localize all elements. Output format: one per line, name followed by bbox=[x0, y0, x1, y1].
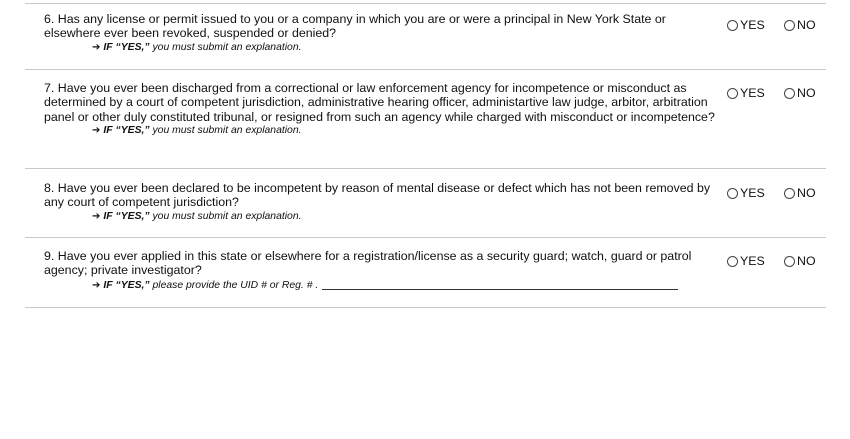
note-text: please provide the UID # or Reg. # . bbox=[152, 279, 319, 291]
radio-button[interactable] bbox=[784, 256, 795, 267]
yes-label: YES bbox=[740, 86, 765, 100]
arrow-right-icon: ➔ bbox=[92, 125, 101, 137]
question-6-yes-option[interactable] bbox=[727, 18, 765, 32]
question-8-text: 8. Have you ever been declared to be incompetent by reason of mental disease or defect which has not been removed by any court of competent jurisdiction? bbox=[44, 181, 711, 210]
question-6-note bbox=[44, 42, 716, 54]
question-9-yes-option[interactable] bbox=[727, 254, 765, 268]
note-text: you must submit an explanation. bbox=[152, 125, 302, 137]
question-7-no-option[interactable] bbox=[784, 86, 816, 100]
note-text: you must submit an explanation. bbox=[152, 210, 302, 222]
radio-button[interactable] bbox=[784, 88, 795, 99]
question-8-no-option[interactable] bbox=[784, 186, 816, 200]
question-6-text: 6. Has any license or permit issued to you or a company in which you are or were a principal in New York State or elsewhere ever been revoked, suspended or denied? bbox=[44, 12, 666, 41]
no-label: NO bbox=[797, 254, 816, 268]
question-9-text: 9. Have you ever applied in this state or elsewhere for a registration/license as a security guard; watch, guard or patrol agency; private investigator? bbox=[44, 249, 692, 278]
question-7 bbox=[44, 81, 716, 137]
radio-button[interactable] bbox=[727, 256, 738, 267]
question-6 bbox=[44, 12, 716, 54]
question-7-choices bbox=[727, 86, 827, 102]
divider-bottom bbox=[25, 307, 826, 308]
question-9-no-option[interactable] bbox=[784, 254, 816, 268]
divider bbox=[25, 69, 826, 70]
note-lead: IF “YES,” bbox=[103, 279, 150, 291]
question-9 bbox=[44, 249, 716, 292]
divider-top bbox=[25, 3, 826, 4]
question-6-no-option[interactable] bbox=[784, 18, 816, 32]
yes-label: YES bbox=[740, 186, 765, 200]
radio-button[interactable] bbox=[784, 20, 795, 31]
no-label: NO bbox=[797, 186, 816, 200]
radio-button[interactable] bbox=[727, 188, 738, 199]
note-lead: IF “YES,” bbox=[103, 125, 150, 137]
radio-button[interactable] bbox=[727, 88, 738, 99]
note-lead: IF “YES,” bbox=[103, 41, 150, 53]
arrow-right-icon: ➔ bbox=[92, 279, 101, 291]
divider bbox=[25, 168, 826, 169]
question-9-note bbox=[44, 279, 716, 292]
yes-label: YES bbox=[740, 18, 765, 32]
question-8-choices bbox=[727, 186, 827, 202]
note-lead: IF “YES,” bbox=[103, 210, 150, 222]
radio-button[interactable] bbox=[784, 188, 795, 199]
no-label: NO bbox=[797, 86, 816, 100]
arrow-right-icon: ➔ bbox=[92, 41, 101, 53]
question-8-note bbox=[44, 211, 716, 223]
yes-label: YES bbox=[740, 254, 765, 268]
note-text: you must submit an explanation. bbox=[152, 41, 302, 53]
question-6-choices bbox=[727, 18, 827, 34]
divider bbox=[25, 237, 826, 238]
question-7-text: 7. Have you ever been discharged from a correctional or law enforcement agency for incompetence or misconduct as determined by a court of competent jurisdiction, administrative hearing officer, administartive law judge, arbitor, arbitration panel or other duly constituted tribunal, or resigned from such an agency while charged with misconduct or incompetence? bbox=[44, 81, 715, 124]
radio-button[interactable] bbox=[727, 20, 738, 31]
question-7-yes-option[interactable] bbox=[727, 86, 765, 100]
question-9-choices bbox=[727, 254, 827, 270]
question-8 bbox=[44, 181, 716, 223]
uid-reg-number-field[interactable] bbox=[322, 279, 678, 290]
no-label: NO bbox=[797, 18, 816, 32]
arrow-right-icon: ➔ bbox=[92, 210, 101, 222]
question-8-yes-option[interactable] bbox=[727, 186, 765, 200]
question-7-note bbox=[44, 125, 716, 137]
